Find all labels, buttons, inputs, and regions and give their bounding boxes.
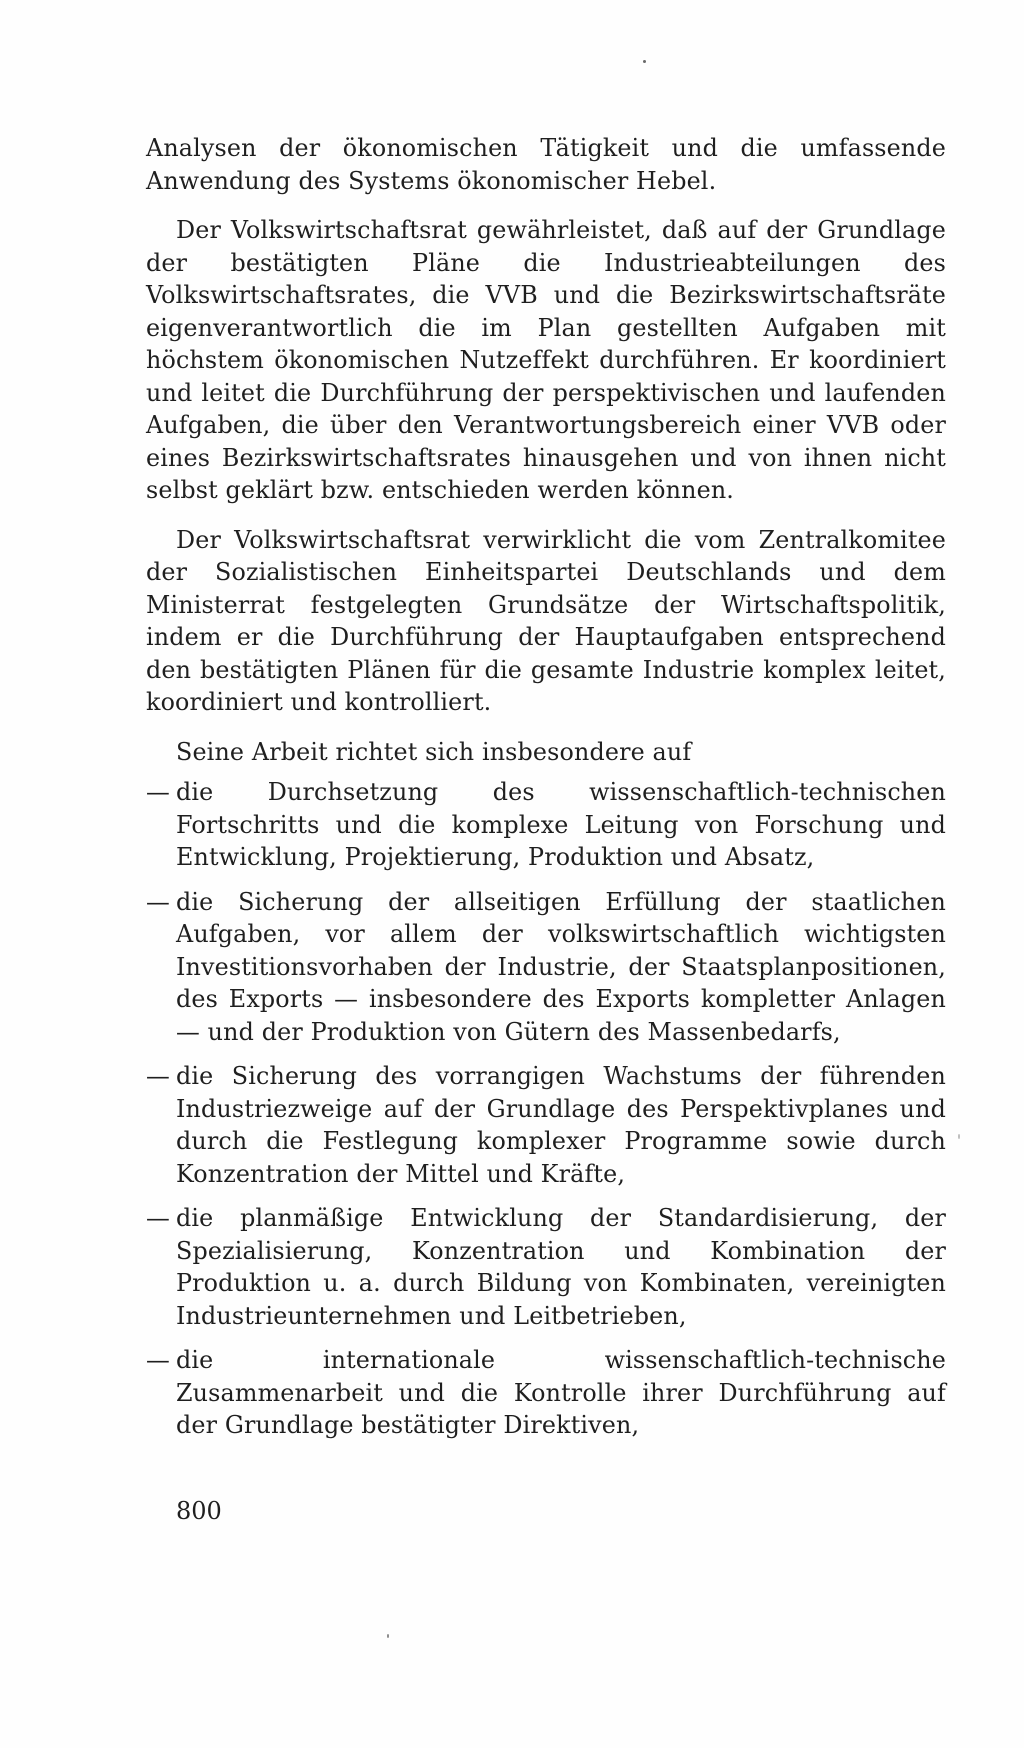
list-item [146, 776, 946, 874]
list-item-text: die Durchsetzung des wissenschaftlich-technischen Fortschritts und die komplexe Leitung von Forschung und Entwicklung, Projektierung, Produktion und Absatz, [176, 778, 946, 871]
list-item [146, 1202, 946, 1332]
list-item-text: die planmäßige Entwicklung der Standardisierung, der Spezialisierung, Konzentration und Kombination der Produktion u. a. durch Bildung von Kombinaten, vereinigten Industrieunternehmen und Leitbetrieben, [176, 1204, 946, 1330]
list-dash: — [146, 1062, 170, 1090]
list-item [146, 1344, 946, 1442]
print-speck [643, 60, 646, 63]
print-speck [958, 1134, 960, 1139]
list-item [146, 1060, 946, 1190]
paragraph-volkswirtschaftsrat-gewaehrleistet: Der Volkswirtschaftsrat gewährleistet, daß auf der Grundlage der bestätigten Pläne die Industrieabteilungen des Volkswirtschaftsrates, die VVB und die Bezirkswirtschaftsräte eigenverantwortlich die im Plan gestellten Aufgaben mit höchstem ökonomischen Nutzeffekt durchführen. Er koordiniert und leitet die Durchführung der perspektivischen und laufenden Aufgaben, die über den Verantwortungsbereich einer VVB oder eines Bezirkswirtschaftsrates hinausgehen und von ihnen nicht selbst geklärt bzw. entschieden werden können. [146, 216, 946, 504]
list-item [146, 886, 946, 1049]
list-item-text: die internationale wissenschaftlich-technische Zusammenarbeit und die Kontrolle ihrer Durchführung auf der Grundlage bestätigter Direktiven, [176, 1346, 946, 1439]
list-dash: — [146, 1346, 170, 1374]
list-item-text: die Sicherung des vorrangigen Wachstums der führenden Industriezweige auf der Grundlage des Perspektivplanes und durch die Festlegung komplexer Programme sowie durch Konzentration der Mittel und Kräfte, [176, 1062, 946, 1188]
print-speck [387, 1634, 389, 1638]
paragraph-list-intro: Seine Arbeit richtet sich insbesondere auf [176, 737, 692, 766]
list-item-text: die Sicherung der allseitigen Erfüllung der staatlichen Aufgaben, vor allem der volkswirtschaftlich wichtigsten Investitionsvorhaben der Industrie, der Staatsplanpositionen, des Exports — insbesondere des Exports kompletter Anlagen — und der Produktion von Gütern des Massenbedarfs, [176, 887, 946, 1046]
list-dash: — [146, 778, 170, 806]
list-dash: — [146, 1204, 170, 1232]
paragraph-continuation: Analysen der ökonomischen Tätigkeit und die umfassende Anwendung des Systems ökonomischer Hebel. [146, 134, 946, 195]
list-dash: — [146, 887, 170, 916]
task-list [146, 776, 946, 1442]
page-number: 800 [176, 1497, 222, 1525]
paragraph-volkswirtschaftsrat-verwirklicht: Der Volkswirtschaftsrat verwirklicht die vom Zentralkomitee der Sozialistischen Einheitspartei Deutschlands und dem Ministerrat festgelegten Grundsätze der Wirtschaftspolitik, indem er die Durchführung der Hauptaufgaben entsprechend den bestätigten Plänen für die gesamte Industrie komplex leitet, koordiniert und kontrolliert. [146, 525, 946, 716]
page-body [146, 132, 946, 1454]
